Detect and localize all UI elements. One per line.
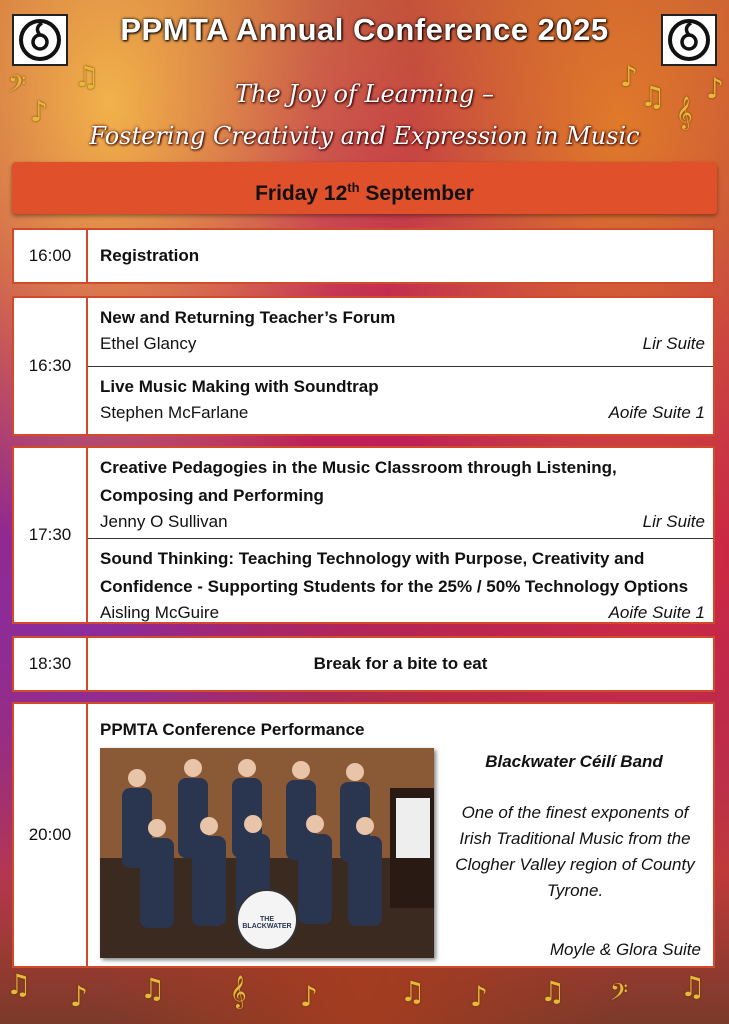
performance-title: PPMTA Conference Performance <box>100 720 365 739</box>
time-label: 16:30 <box>14 298 88 434</box>
session <box>88 538 713 629</box>
session-room: Aoife Suite 1 <box>608 603 705 622</box>
session-speaker: Aisling McGuire <box>100 603 220 622</box>
subtitle-line-2: Fostering Creativity and Expression in Music <box>89 122 640 150</box>
music-note-icon: ♪ <box>706 72 724 105</box>
band-description: One of the finest exponents of Irish Traditional Music from the Clogher Valley region of County Tyrone. <box>455 803 695 900</box>
subtitle-line-1: The Joy of Learning – <box>234 80 495 108</box>
schedule-block-1600 <box>12 228 715 284</box>
music-note-icon: ♪ <box>70 980 88 1013</box>
treble-clef-icon: 𝄞 <box>676 96 693 129</box>
schedule-block-1630 <box>12 296 715 436</box>
music-note-icon: ♪ <box>620 60 638 93</box>
session <box>88 366 713 435</box>
session-speaker: Ethel Glancy <box>100 334 197 353</box>
treble-clef-icon: 𝄞 <box>230 975 247 1008</box>
band-name: Blackwater Céilí Band <box>485 752 663 771</box>
session-room: Aoife Suite 1 <box>608 402 705 422</box>
ppmta-logo-right <box>661 14 717 66</box>
day-banner <box>12 162 717 214</box>
day-suffix: th <box>347 180 360 195</box>
music-note-icon: ♪ <box>30 95 48 128</box>
music-note-icon: ♫ <box>640 80 666 113</box>
music-note-icon: ♫ <box>540 975 566 1008</box>
time-label: 20:00 <box>14 704 88 966</box>
session-title: New and Returning Teacher’s Forum <box>100 308 396 327</box>
music-note-icon: ♫ <box>6 968 32 1001</box>
page-title: PPMTA Annual Conference 2025 <box>120 12 609 47</box>
day-label: Friday 12 <box>255 182 348 205</box>
session-title: Live Music Making with Soundtrap <box>100 376 379 396</box>
session-title-line-1: Creative Pedagogies in the Music Classroom through Listening, <box>100 458 617 477</box>
music-note-icon: ♪ <box>470 980 488 1013</box>
session-speaker: Jenny O Sullivan <box>100 512 228 531</box>
session-title-line-1: Sound Thinking: Teaching Technology with Purpose, Creativity and <box>100 549 645 568</box>
bass-clef-icon: 𝄢 <box>610 978 629 1011</box>
time-label: 18:30 <box>14 638 88 690</box>
music-note-icon: ♫ <box>140 972 166 1005</box>
session <box>88 448 713 538</box>
session-title-line-2: Composing and Performing <box>100 486 324 505</box>
schedule-block-2000 <box>12 702 715 968</box>
ppmta-logo-icon <box>667 18 711 62</box>
time-label: 17:30 <box>14 448 88 622</box>
music-note-icon: ♫ <box>400 975 426 1008</box>
band-photo <box>100 748 434 958</box>
session-title-line-2: Confidence - Supporting Students for the 25% / 50% Technology Options <box>100 577 689 596</box>
bass-clef-icon: 𝄢 <box>8 70 27 103</box>
session-room: Lir Suite <box>642 334 705 353</box>
music-note-icon: ♫ <box>74 60 100 93</box>
session <box>88 298 713 366</box>
music-note-icon: ♪ <box>300 980 318 1013</box>
music-note-icon: ♫ <box>680 970 706 1003</box>
day-label-rest: September <box>359 182 474 205</box>
drum-label: THE BLACKWATER <box>242 916 292 930</box>
session-title: Break for a bite to eat <box>313 654 488 673</box>
session-title: Registration <box>100 246 200 265</box>
performance-room: Moyle & Glora Suite <box>549 940 701 959</box>
schedule-block-1730 <box>12 446 715 624</box>
ppmta-logo-icon <box>18 18 62 62</box>
ppmta-logo-left <box>12 14 68 66</box>
schedule-block-1830 <box>12 636 715 692</box>
session-speaker: Stephen McFarlane <box>100 402 249 422</box>
time-label: 16:00 <box>14 230 88 282</box>
session-room: Lir Suite <box>642 512 705 531</box>
